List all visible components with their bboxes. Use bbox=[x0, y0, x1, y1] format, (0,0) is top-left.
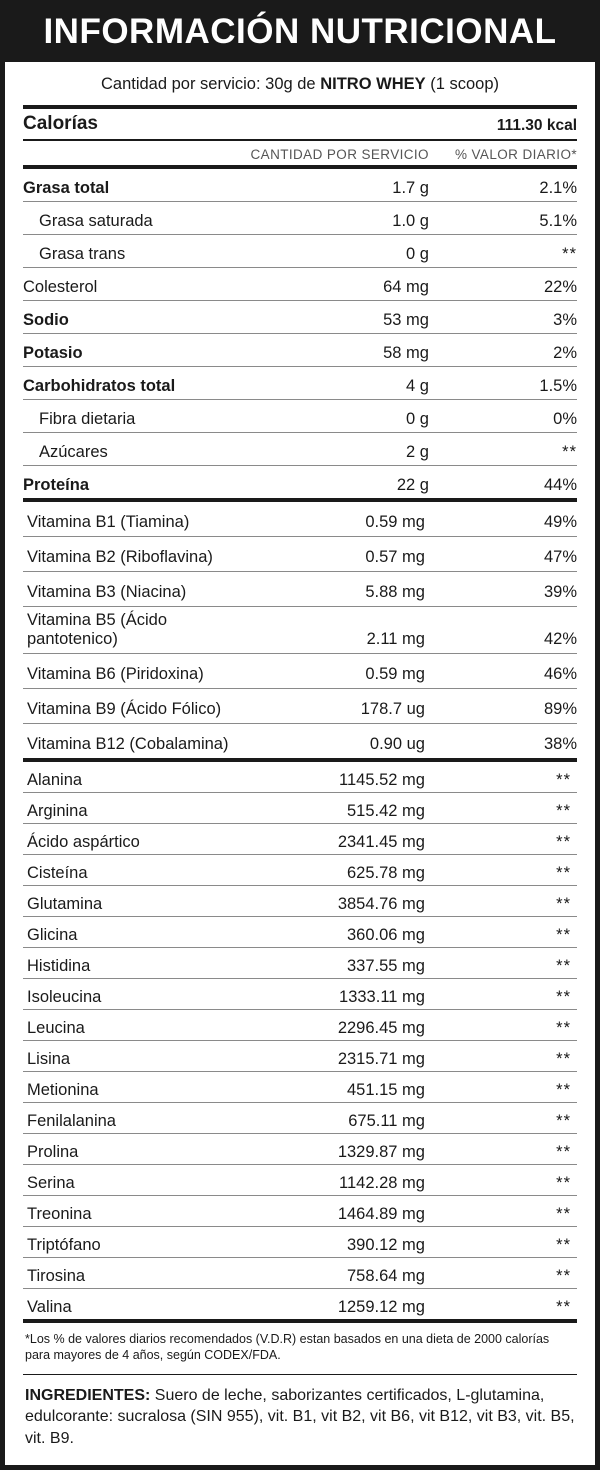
nutrient-amount: 0 g bbox=[251, 235, 455, 268]
amino-name: Valina bbox=[23, 1289, 251, 1320]
vitamin-name: Vitamina B1 (Tiamina) bbox=[23, 500, 251, 537]
amino-amount: 675.11 mg bbox=[251, 1103, 455, 1134]
amino-name: Treonina bbox=[23, 1196, 251, 1227]
header-amount: CANTIDAD POR SERVICIO bbox=[251, 140, 455, 167]
table-row bbox=[23, 607, 577, 654]
vitamin-amount: 178.7 ug bbox=[251, 689, 455, 724]
serving-suffix: (1 scoop) bbox=[425, 75, 499, 93]
table-row bbox=[23, 1072, 577, 1103]
nutrient-dv: 1.5% bbox=[455, 367, 577, 400]
amino-name: Isoleucina bbox=[23, 979, 251, 1010]
nutrient-name: Carbohidratos total bbox=[23, 367, 251, 400]
table-row bbox=[23, 948, 577, 979]
table-row bbox=[23, 466, 577, 501]
vitamin-name: Vitamina B2 (Riboflavina) bbox=[23, 537, 251, 572]
amino-amount: 3854.76 mg bbox=[251, 886, 455, 917]
table-row bbox=[23, 500, 577, 537]
table-row bbox=[23, 334, 577, 367]
amino-name: Prolina bbox=[23, 1134, 251, 1165]
calories-label: Calorías bbox=[23, 107, 251, 140]
table-row bbox=[23, 724, 577, 761]
header-blank bbox=[23, 140, 251, 167]
amino-dv: ** bbox=[455, 1041, 577, 1072]
amino-dv: ** bbox=[455, 1103, 577, 1134]
table-row bbox=[23, 301, 577, 334]
vitamin-name: Vitamina B9 (Ácido Fólico) bbox=[23, 689, 251, 724]
table-row bbox=[23, 886, 577, 917]
product-name: NITRO WHEY bbox=[320, 75, 426, 93]
amino-amount: 1145.52 mg bbox=[251, 760, 455, 793]
vitamin-dv: 42% bbox=[455, 607, 577, 654]
amino-amount: 1464.89 mg bbox=[251, 1196, 455, 1227]
table-row bbox=[23, 760, 577, 793]
nutrient-name: Proteína bbox=[23, 466, 251, 501]
ingredients-section bbox=[5, 1375, 595, 1466]
amino-name: Alanina bbox=[23, 760, 251, 793]
amino-dv: ** bbox=[455, 793, 577, 824]
vitamin-dv: 49% bbox=[455, 500, 577, 537]
amino-name: Triptófano bbox=[23, 1227, 251, 1258]
table-row bbox=[23, 1258, 577, 1289]
amino-amount: 2315.71 mg bbox=[251, 1041, 455, 1072]
table-row bbox=[23, 268, 577, 301]
table-row bbox=[23, 167, 577, 202]
amino-dv: ** bbox=[455, 1134, 577, 1165]
nutrient-name: Azúcares bbox=[23, 433, 251, 466]
daily-value-footnote: *Los % de valores diarios recomendados (V.D.R) estan basados en una dieta de 2000 calorías para mayores de 4 años, según CODEX/FDA. bbox=[25, 1332, 550, 1363]
page-title: INFORMACIÓN NUTRICIONAL bbox=[43, 12, 557, 51]
calories-spacer bbox=[251, 107, 455, 140]
vitamin-name: Vitamina B6 (Piridoxina) bbox=[23, 654, 251, 689]
vitamin-amount: 5.88 mg bbox=[251, 572, 455, 607]
table-row bbox=[23, 1134, 577, 1165]
vitamin-name: Vitamina B12 (Cobalamina) bbox=[23, 724, 251, 761]
nutrient-amount: 1.0 g bbox=[251, 202, 455, 235]
table-row bbox=[23, 1103, 577, 1134]
amino-name: Arginina bbox=[23, 793, 251, 824]
amino-amount: 515.42 mg bbox=[251, 793, 455, 824]
vitamin-name: Vitamina B3 (Niacina) bbox=[23, 572, 251, 607]
table-row bbox=[23, 979, 577, 1010]
nutrient-amount: 4 g bbox=[251, 367, 455, 400]
amino-name: Cisteína bbox=[23, 855, 251, 886]
nutrient-dv: 3% bbox=[455, 301, 577, 334]
amino-amount: 2296.45 mg bbox=[251, 1010, 455, 1041]
nutrient-amount: 0 g bbox=[251, 400, 455, 433]
nutrient-dv: 0% bbox=[455, 400, 577, 433]
nutrient-amount: 53 mg bbox=[251, 301, 455, 334]
nutrient-name: Sodio bbox=[23, 301, 251, 334]
amino-dv: ** bbox=[455, 886, 577, 917]
table-row bbox=[23, 202, 577, 235]
table-row bbox=[23, 689, 577, 724]
amino-name: Glutamina bbox=[23, 886, 251, 917]
amino-dv: ** bbox=[455, 1010, 577, 1041]
amino-amount: 360.06 mg bbox=[251, 917, 455, 948]
nutrient-dv: 2.1% bbox=[455, 167, 577, 202]
table-row bbox=[23, 572, 577, 607]
amino-amount: 1259.12 mg bbox=[251, 1289, 455, 1320]
vitamin-amount: 0.90 ug bbox=[251, 724, 455, 761]
table-row bbox=[23, 855, 577, 886]
nutrient-amount: 2 g bbox=[251, 433, 455, 466]
amino-amount: 1333.11 mg bbox=[251, 979, 455, 1010]
vitamin-dv: 38% bbox=[455, 724, 577, 761]
calories-row bbox=[23, 107, 577, 140]
nutrient-name: Fibra dietaria bbox=[23, 400, 251, 433]
nutrient-name: Grasa total bbox=[23, 167, 251, 202]
table-row bbox=[23, 537, 577, 572]
vitamin-amount: 0.57 mg bbox=[251, 537, 455, 572]
amino-dv: ** bbox=[455, 1289, 577, 1320]
amino-name: Ácido aspártico bbox=[23, 824, 251, 855]
nutrient-amount: 22 g bbox=[251, 466, 455, 501]
amino-amount: 1142.28 mg bbox=[251, 1165, 455, 1196]
nutrient-amount: 58 mg bbox=[251, 334, 455, 367]
table-row bbox=[23, 367, 577, 400]
table-row bbox=[23, 1196, 577, 1227]
table-row bbox=[23, 1289, 577, 1320]
amino-amount: 390.12 mg bbox=[251, 1227, 455, 1258]
amino-dv: ** bbox=[455, 948, 577, 979]
amino-name: Glicina bbox=[23, 917, 251, 948]
amino-dv: ** bbox=[455, 917, 577, 948]
nutrient-name: Grasa trans bbox=[23, 235, 251, 268]
vitamin-dv: 46% bbox=[455, 654, 577, 689]
amino-dv: ** bbox=[455, 855, 577, 886]
serving-prefix: Cantidad por servicio: 30g de bbox=[100, 75, 321, 93]
nutrient-dv: 2% bbox=[455, 334, 577, 367]
amino-name: Lisina bbox=[23, 1041, 251, 1072]
vitamin-amount: 0.59 mg bbox=[251, 654, 455, 689]
table-row bbox=[23, 235, 577, 268]
amino-dv: ** bbox=[455, 1165, 577, 1196]
amino-amount: 625.78 mg bbox=[251, 855, 455, 886]
amino-amount: 1329.87 mg bbox=[251, 1134, 455, 1165]
amino-name: Leucina bbox=[23, 1010, 251, 1041]
amino-dv: ** bbox=[455, 1072, 577, 1103]
vitamin-name: Vitamina B5 (Ácido pantotenico) bbox=[23, 607, 251, 654]
vitamin-dv: 47% bbox=[455, 537, 577, 572]
nutrient-dv: ** bbox=[455, 433, 577, 466]
amino-dv: ** bbox=[455, 979, 577, 1010]
nutrient-name: Grasa saturada bbox=[23, 202, 251, 235]
table-row bbox=[23, 793, 577, 824]
amino-amount: 2341.45 mg bbox=[251, 824, 455, 855]
table-row bbox=[23, 433, 577, 466]
label-title-bar bbox=[5, 5, 595, 62]
amino-dv: ** bbox=[455, 760, 577, 793]
table-row bbox=[23, 654, 577, 689]
column-header-row bbox=[23, 140, 577, 167]
vitamin-dv: 39% bbox=[455, 572, 577, 607]
ingredients-text: Suero de leche, saborizantes certificados, L-glutamina, edulcorante: sucralosa (SIN 955), vit. B1, vit B2, vit B6, vit B12, vit B3, vit. B5, vit. B9. bbox=[25, 1386, 575, 1447]
amino-name: Fenilalanina bbox=[23, 1103, 251, 1134]
table-row bbox=[23, 1227, 577, 1258]
nutrient-dv: 44% bbox=[455, 466, 577, 501]
table-row bbox=[23, 1165, 577, 1196]
amino-amount: 337.55 mg bbox=[251, 948, 455, 979]
table-row bbox=[23, 400, 577, 433]
amino-name: Tirosina bbox=[23, 1258, 251, 1289]
calories-value: 111.30 kcal bbox=[455, 107, 577, 140]
nutrient-dv: 22% bbox=[455, 268, 577, 301]
amino-amount: 451.15 mg bbox=[251, 1072, 455, 1103]
table-row bbox=[23, 1010, 577, 1041]
amino-dv: ** bbox=[455, 1196, 577, 1227]
nutrient-dv: 5.1% bbox=[455, 202, 577, 235]
nutrient-name: Colesterol bbox=[23, 268, 251, 301]
amino-dv: ** bbox=[455, 824, 577, 855]
nutrition-table-wrap bbox=[5, 105, 595, 1319]
nutrient-amount: 64 mg bbox=[251, 268, 455, 301]
amino-dv: ** bbox=[455, 1227, 577, 1258]
amino-amount: 758.64 mg bbox=[251, 1258, 455, 1289]
nutrient-name: Potasio bbox=[23, 334, 251, 367]
ingredients-label: INGREDIENTES: bbox=[25, 1386, 151, 1404]
table-row bbox=[23, 917, 577, 948]
serving-info bbox=[5, 62, 595, 105]
header-daily-value: % VALOR DIARIO* bbox=[455, 140, 577, 167]
nutrient-dv: ** bbox=[455, 235, 577, 268]
table-row bbox=[23, 824, 577, 855]
vitamin-amount: 2.11 mg bbox=[251, 607, 455, 654]
nutrition-table bbox=[23, 105, 577, 1319]
vitamin-amount: 0.59 mg bbox=[251, 500, 455, 537]
vitamin-dv: 89% bbox=[455, 689, 577, 724]
amino-name: Metionina bbox=[23, 1072, 251, 1103]
table-row bbox=[23, 1041, 577, 1072]
amino-dv: ** bbox=[455, 1258, 577, 1289]
nutrient-amount: 1.7 g bbox=[251, 167, 455, 202]
amino-name: Serina bbox=[23, 1165, 251, 1196]
amino-name: Histidina bbox=[23, 948, 251, 979]
